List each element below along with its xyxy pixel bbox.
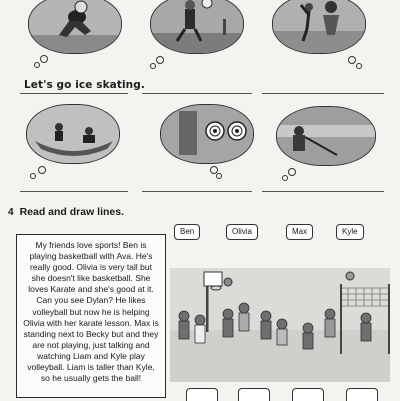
- bubble-tail: [348, 56, 356, 64]
- section-number: 4: [8, 207, 14, 218]
- name-label-ben[interactable]: Ben: [174, 224, 200, 240]
- name-box-bottom-3[interactable]: [292, 388, 324, 401]
- answer-line-1[interactable]: [20, 93, 128, 94]
- answer-1: Let's go ice skating.: [24, 79, 145, 91]
- answer-line-4[interactable]: [20, 191, 128, 192]
- bubble-tail: [30, 173, 36, 179]
- soccer-photo: [150, 0, 244, 54]
- skater-figure-icon: [29, 0, 121, 53]
- sports-scene-icon: [170, 268, 390, 382]
- name-box-bottom-2[interactable]: [238, 388, 270, 401]
- section-heading: [8, 206, 124, 218]
- bubble-tail: [40, 55, 48, 63]
- soccer-player-icon: [151, 0, 243, 53]
- story-text: My friends love sports! Ben is playing basketball with Ava. He's really good. Olivia is very tall but she doesn't like basketball. She loves Karate and she's good at it. Can you see Dylan? He likes volleyball but now he is helping Olivia with her karate lesson. Max is standing next to Becky but and they are not playing, just talking and watching Liam and Kyle play volleyball. Liam is taller than Kyle, so he usually gets the ball!: [23, 240, 159, 384]
- name-box-bottom-1[interactable]: [186, 388, 218, 401]
- dancer-photo: [272, 0, 366, 54]
- name-box-bottom-4[interactable]: [346, 388, 378, 401]
- skater-photo: [28, 0, 122, 54]
- rowing-boat-icon: [27, 105, 119, 163]
- answer-line-5[interactable]: [142, 191, 252, 192]
- bubble-tail: [150, 63, 156, 69]
- bubble-tail: [38, 166, 46, 174]
- story-textbox: [16, 234, 166, 398]
- bubble-tail: [216, 173, 222, 179]
- golfer-icon: [277, 107, 375, 165]
- answer-line-6[interactable]: [262, 191, 384, 192]
- bubble-tail: [156, 56, 164, 64]
- archery-photo: [160, 104, 254, 164]
- bubble-tail: [34, 62, 40, 68]
- name-label-max[interactable]: Max: [286, 224, 313, 240]
- rowing-photo: [26, 104, 120, 164]
- bubble-tail: [356, 63, 362, 69]
- dancers-icon: [273, 0, 365, 53]
- name-label-kyle[interactable]: Kyle: [336, 224, 364, 240]
- name-label-olivia[interactable]: Olivia: [226, 224, 258, 240]
- answer-line-3[interactable]: [262, 93, 384, 94]
- golf-photo: [276, 106, 376, 166]
- section-title: Read and draw lines.: [19, 206, 125, 218]
- bubble-tail: [282, 175, 288, 181]
- answer-line-2[interactable]: [142, 93, 252, 94]
- bubble-tail: [288, 168, 296, 176]
- sports-scene-illustration: [170, 268, 390, 382]
- archery-targets-icon: [161, 105, 253, 163]
